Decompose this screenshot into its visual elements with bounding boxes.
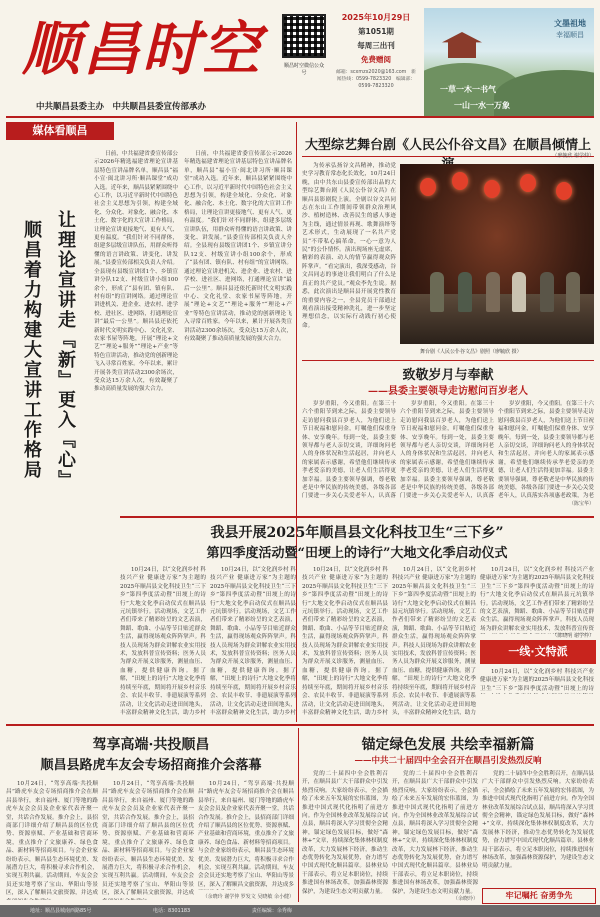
column-divider xyxy=(296,122,297,722)
banner-line4: 一山一水一万象 xyxy=(454,100,510,110)
banner-line3: 一草一木一书气 xyxy=(440,84,496,94)
article6-body-b: 党的二十届四中全会胜利召开，在顺昌县广大干部群众中引发热烈反响。大家纷纷表示，全会描绘了未来五年发展的宏伟蓝图，为推进中国式现代化指明了前进方向。作为全国林业改革发展综合试点县，顺昌将深入学习贯彻全会精神，锚定绿色发展目标，做好“森林+”文章，持续深化集体林权制度改革，大力发展林下经济，推动生态优势转化为发展优势，奋力谱写中国式现代化顺昌篇章。县林业局干部表示，将立足本职岗位，持续推进国有林场改革，加强森林资源保护，为建设生态文明贡献力量。 xyxy=(392,771,478,895)
bottom-tag: 牢记嘱托 奋勇争先 xyxy=(482,888,596,904)
article4-body-e: 10月24日，以“文化润乡村 科技兴产业 健康进万家”为主题的2025年顺昌县文化科技卫生“三下乡”第四季度活动暨“田埂上的诗行”大地文化季启动仪式在顺昌县元坑镇举行。活动现场，文艺工作者们带来了精彩纷呈的文艺表演，舞蹈、歌曲、小品等节目贴近群众生活，赢得现场观众阵阵掌声。科技人员现场为群众讲解农业实用技术，发放科普宣传资 xyxy=(480,567,594,632)
issue-contact: 邮箱：scxmzx2020@163.com 新闻热线：0599-7823320 编辑部：0599-7823320 xyxy=(336,70,416,89)
bottom-column-divider xyxy=(298,728,299,902)
article4-body-d: 10月24日，以“文化润乡村 科技兴产业 健康进万家”为主题的2025年顺昌县文化科技卫生“三下乡”第四季度活动暨“田埂上的诗行”大地文化季启动仪式在顺昌县元坑镇举行。活动现场，文艺工作者们带来了精彩纷呈的文艺表演，舞蹈、歌曲、小品等节目贴近群众生活，赢得现场观众阵阵掌声。科技人员现场为群众讲解农业实用技术，发放科普宣传资料；医务人员为群众开展义诊服务，测量血压、血糖，提供健康咨询。据了解，“田埂上的诗行”大地文化季将持续至年底，期间将开展乡村音乐会、农民丰收节、非遗展演等系列活动，让文化活动走进田间地头，丰富群众精神文化生活，助力 xyxy=(392,567,476,716)
article5-byline: （余晓玲 谢学仲 罗发文 吴晓敏 余小健） xyxy=(202,894,294,900)
section-tag: 媒体看顺昌 xyxy=(6,122,114,140)
article6-body-a: 党的二十届四中全会胜利召开，在顺昌县广大干部群众中引发热烈反响。大家纷纷表示，全会描绘了未来五年发展的宏伟蓝图，为推进中国式现代化指明了前进方向。作为全国林业改革发展综合试点县，顺昌将深入学习贯彻全会精神，锚定绿色发展目标，做好“森林+”文章，持续深化集体林权制度改革，大力发展林下经济，推动生态优势转化为发展优势，奋力谱写中国式现代化顺昌篇章。县林业局干部表示，将立足本职岗位，持续推进国有林场改革，加强森林资源保护，为建设生态文明贡献力量。 xyxy=(302,771,388,895)
article4-body-c: 10月24日，以“文化润乡村 科技兴产业 健康进万家”为主题的2025年顺昌县文化科技卫生“三下乡”第四季度活动暨“田埂上的诗行”大地文化季启动仪式在顺昌县元坑镇举行。活动现场，文艺工作者们带来了精彩纷呈的文艺表演，舞蹈、歌曲、小品等节目贴近群众生活，赢得现场观众阵阵掌声。科技人员现场为群众讲解农业实用技术，发放科普宣传资料；医务人员为群众开展义诊服务，测量血压、血糖，提供健康咨询。据了解，“田埂上的诗行”大地文化季将持续至年底，期间将开展乡村音乐会、农民丰收节、非遗展演等系列活动，让文化活动走进田间地头，丰富群众精神文化生活，助力乡村 xyxy=(302,567,388,716)
article3-title: 致敬岁月与奉献 xyxy=(402,368,494,383)
issue-info xyxy=(334,12,418,90)
issue-number: 第1051期 xyxy=(358,27,394,36)
stage-photo xyxy=(400,164,594,344)
masthead-divider xyxy=(6,116,594,118)
article6-body-c: 党的二十届四中全会胜利召开，在顺昌县广大干部群众中引发热烈反响。大家纷纷表示，全会描绘了未来五年发展的宏伟蓝图，为推进中国式现代化指明了前进方向。作为全国林业改革发展综合试点县，顺昌将深入学习贯彻全会精神，锚定绿色发展目标，做好“森林+”文章，持续深化集体林权制度改革，大力发展林下经济，推动生态优势转化为发展优势，奋力谱写中国式现代化顺昌篇章。县林业局干部表示，将立足本职岗位，持续推进国有林场改革，加强森林资源保护，为建设生态文明贡献力量。 xyxy=(482,771,594,870)
bottom-divider xyxy=(6,724,594,726)
banner-line1: 文墨祖地 xyxy=(554,18,586,28)
sponsor-line: 中共顺昌县委主办 中共顺昌县委宣传部承办 xyxy=(36,102,207,112)
article2-body: 为传承弘扬谷文昌精神，推动党史学习教育常态化长效化，10月24日晚，由中共东山县委宣传部出品的大型综艺舞台剧《人民公仆谷文昌》在顺昌县影剧院上演。全剧以谷文昌同志在东山工作期间带领群众治理风沙、植树造林、改善民生的感人事迹为主线，通过情景再现、歌舞演绎等艺术形式，生动展现了一名共产党员“不带私心搞革命，一心一意为人民”的公仆情怀。演出现场座无虚席，精彩的表演、动人的情节赢得观众阵阵掌声。“看完演出，我深受感动，谷文昌同志的事迹让我们明白了什么是真正的共产党员。”观众李先生说。据悉，此次演出是顺昌县开展党性教育的重要内容之一，全县党员干部通过观看演出接受精神洗礼，进一步坚定理想信念，以实际行动践行初心使命。 xyxy=(302,163,396,329)
article5-body-c: 10月24日，“驾享高端·共投顺昌”路虎车友会专场招商推介会在顺昌县举行，来自福州、厦门等地的路虎车友会会员及企业家代表齐聚一堂，共话合作发展。推介会上，县招商部门详细介绍了顺昌县的区位优势、资源禀赋、产业基础和营商环境，重点推介了文旅康养、绿色食品、新材料等招商项目。与会企业家纷纷表示，顺昌县生态环境优美、发展潜力巨大，将积极寻求合作机会，实现互利共赢。活动期间，车友会会员还实地考察了宝山、华阳山等景区，深入了解顺昌文旅资源，并达成多 xyxy=(198,781,294,888)
article3-body-a: 岁岁重阳，今又重阳。在第三十六个重阳节到来之际，县委主要领导走访慰问我县百岁老人，为他们送上节日祝福和慰问金，叮嘱他们保重身体、安享晚年。每到一处，县委主要领导都与老人亲切交谈，详细询问老人的身体状况和生活起居，并向老人的家属表示感谢，希望他们继续传承孝老爱亲的美德，让老人们生活得更加幸福。县委主要领导强调，尊老敬老是中华民族的传统美德，各级各部门要进一步关心关爱老年人，认真落 xyxy=(302,401,396,500)
issue-frequency: 每周三出刊 xyxy=(357,41,395,50)
article4-body-b: 10月24日，以“文化润乡村 科技兴产业 健康进万家”为主题的2025年顺昌县文化科技卫生“三下乡”第四季度活动暨“田埂上的诗行”大地文化季启动仪式在顺昌县元坑镇举行。活动现场，文艺工作者们带来了精彩纷呈的文艺表演，舞蹈、歌曲、小品等节目贴近群众生活，赢得现场观众阵阵掌声。科技人员现场为群众讲解农业实用技术，发放科普宣传资料；医务人员为群众开展义诊服务，测量血压、血糖，提供健康咨询。据了解，“田埂上的诗行”大地文化季将持续至年底，期间将开展乡村音乐会、农民丰收节、非遗展演等系列活动，让文化活动走进田间地头，丰富群众精神文化生活，助力乡村 xyxy=(210,567,296,716)
article1-body-a: 日前，中共福建省委宣传部公示2026年精选福建省理论宣讲基层特色宣讲品牌名单，顺昌县“福小宣·闽北讲习所·顺昌课堂”成功入选。近年来，顺昌县紧紧围绕中心工作，以习近平新时代中国特色社会主义思想为引领，构建全域化、分众化、对象化、融合化、本土化、数字化的大宣讲工作格局，让理论宣讲更接地气、更有人气、更有温度。“我们针对不同群体，组建多层级宣讲队伍，用群众听得懂的语言讲政策、讲变化、讲发展。”县委宣传部相关负责人介绍。全县现有县级宣讲团1个、乡镇宣讲分队12支、村级宣讲小组100余个，形成了“县有团、镇有队、村有组”的宣讲网络。通过理论宣讲进机关、进企业、进农村、进学校、进社区、进网络，打通理论宣讲“最后一公里”。顺昌县还依托新时代文明实践中心、文化礼堂、农家书屋等阵地，开展“理论+文艺”“理论+服务”“理论+产业”等特色宣讲活动，推动党的创新理论飞入寻常百姓家。今年以来，累计开展各类宣讲活动2300余场次，受众达15万余人次，有效凝聚了推动高质量发展的强大合力。 xyxy=(94,151,178,393)
issue-date: 2025年10月29日 xyxy=(341,13,411,22)
article3-body-c: 岁岁重阳，今又重阳。在第三十六个重阳节到来之际，县委主要领导走访慰问我县百岁老人，为他们送上节日祝福和慰问金，叮嘱他们保重身体、安享晚年。每到一处，县委主要领导都与老人亲切交谈，详细询问老人的身体状况和生活起居，并向老人的家属表示感谢，希望他们继续传承孝老爱亲的美德，让老人们生活得更加幸福。县委主要领导强调，尊老敬老是中华民族的传统美德，各级各部门要进一步关心关爱老年人，认真落实各项惠老政策，为老 xyxy=(498,401,594,500)
footer-editor: 责任编辑：余秀梅 xyxy=(251,908,292,914)
stamp-tag: 一线·文特派 xyxy=(480,640,596,664)
article6-byline: （余晓玲） xyxy=(452,896,478,902)
article4-body-f: 10月24日，以“文化润乡村 科技兴产业 健康进万家”为主题的2025年顺昌县文化科技卫生“三下乡”第四季度活动暨“田埂上的诗 xyxy=(480,669,594,692)
article1-body-b: 日前，中共福建省委宣传部公示2026年精选福建省理论宣讲基层特色宣讲品牌名单，顺昌县“福小宣·闽北讲习所·顺昌课堂”成功入选。近年来，顺昌县紧紧围绕中心工作，以习近平新时代中国特色社会主义思想为引领，构建全域化、分众化、对象化、融合化、本土化、数字化的大宣讲工作格局，让理论宣讲更接地气、更有人气、更有温度。“我们针对不同群体，组建多层级宣讲队伍，用群众听得懂的语言讲政策、讲变化、讲发展。”县委宣传部相关负责人介绍。全县现有县级宣讲团1个、乡镇宣讲分队12支、村级宣讲小组100余个，形成了“县有团、镇有队、村有组”的宣讲网络。通过理论宣讲进机关、进企业、进农村、进学校、进社区、进网络，打通理论宣讲“最后一公里”。顺昌县还依托新时代文明实践中心、文化礼堂、农家书屋等阵地，开展“理论+文艺”“理论+服务”“理论+产业”等特色宣讲活动，推动党的创新理论飞入寻常百姓家。今年以来，累计开展各类宣讲活动2300余场次，受众达15万余人次，有效凝聚了推动高质量发展的强大合力。 xyxy=(184,151,292,342)
article4-rule xyxy=(120,516,594,518)
article5-body-b: 10月24日，“驾享高端·共投顺昌”路虎车友会专场招商推介会在顺昌县举行，来自福州、厦门等地的路虎车友会会员及企业家代表齐聚一堂，共话合作发展。推介会上，县招商部门详细介绍了顺昌县的区位优势、资源禀赋、产业基础和营商环境，重点推介了文旅康养、绿色食品、新材料等招商项目。与会企业家纷纷表示，顺昌县生态环境优美、发展潜力巨大，将积极寻求合作机会，实现互利共赢。活动期间，车友会会员还实地考察了宝山、华阳山等景区，深入了解顺昌文旅资源，并达成 xyxy=(102,781,194,897)
photo-caption: 舞台剧《人民公仆谷文昌》剧照（廖毓欣 摄） xyxy=(420,349,522,355)
issue-free: 免费赠阅 xyxy=(361,55,391,64)
article1-title-col2: 顺昌着力构建大宣讲工作格局 xyxy=(21,220,42,480)
article4-title-line1: 我县开展2025年顺昌县文化科技卫生“三下乡” xyxy=(210,525,504,541)
article6-subtitle: ——中共二十届四中全会召开在顺昌引发热烈反响 xyxy=(354,756,542,766)
article5-body-a: 10月24日，“驾享高端·共投顺昌”路虎车友会专场招商推介会在顺昌县举行，来自福州、厦门等地的路虎车友会会员及企业家代表齐聚一堂，共话合作发展。推介会上，县招商部门详细介绍了顺昌县的区位优势、资源禀赋、产业基础和营商环境，重点推介了文旅康养、绿色食品、新材料等招商项目。与会企业家纷纷表示，顺昌县生态环境优美、发展潜力巨大，将积极寻求合作机会，实现互利共赢。活动期间，车友会会员还实地考察了宝山、华阳山等景区，深入了解顺昌文旅资源，并达成 xyxy=(6,781,98,897)
article3-byline: （陈宝华） xyxy=(568,501,594,507)
article5-title-line2: 顺昌县路虎车友会专场招商推介会落幕 xyxy=(40,758,262,773)
article1-title-col1: 让理论宣讲走『新』更入『心』 xyxy=(55,210,76,490)
footer xyxy=(0,905,600,917)
masthead-banner-image xyxy=(424,8,594,116)
article4-byline: （陈晓明 谢学仲） xyxy=(552,633,594,639)
qr-code-icon xyxy=(282,14,326,58)
footer-address: 地址：顺昌县城南西路85号 xyxy=(30,908,92,914)
qr-label: 顺昌时空微信公众号 xyxy=(283,63,324,76)
article5-title-line1: 驾享高端·共投顺昌 xyxy=(92,737,210,753)
article4-title-line2: 第四季度活动暨“田埂上的诗行”大地文化季启动仪式 xyxy=(206,546,508,561)
article1-title xyxy=(8,150,88,570)
article4-body-a: 10月24日，以“文化润乡村 科技兴产业 健康进万家”为主题的2025年顺昌县文化科技卫生“三下乡”第四季度活动暨“田埂上的诗行”大地文化季启动仪式在顺昌县元坑镇举行。活动现场，文艺工作者们带来了精彩纷呈的文艺表演，舞蹈、歌曲、小品等节目贴近群众生活，赢得现场观众阵阵掌声。科技人员现场为群众讲解农业实用技术，发放科普宣传资料；医务人员为群众开展义诊服务，测量血压、血糖，提供健康咨询。据了解，“田埂上的诗行”大地文化季将持续至年底，期间将开展乡村音乐会、农民丰收节、非遗展演等系列活动，让文化活动走进田间地头，丰富群众精神文化生活，助力乡村 xyxy=(120,567,206,716)
article2-title: 大型综艺舞台剧《人民公仆谷文昌》在顺昌倾情上 xyxy=(304,138,591,153)
article2-byline: （廖毓欣 谢学仲） xyxy=(552,153,594,159)
article3-subtitle: ——县委主要领导走访慰问百岁老人 xyxy=(368,386,528,397)
article3-body-b: 岁岁重阳，今又重阳。在第三十六个重阳节到来之际，县委主要领导走访慰问我县百岁老人，为他们送上节日祝福和慰问金，叮嘱他们保重身体、安享晚年。每到一处，县委主要领导都与老人亲切交谈，详细询问老人的身体状况和生活起居，并向老人的家属表示感谢，希望他们继续传承孝老爱亲的美德，让老人们生活得更加幸福。县委主要领导强调，尊老敬老是中华民族的传统美德，各级各部门要进一步关心关爱老年人，认真落 xyxy=(400,401,494,500)
pavilion-icon xyxy=(442,32,482,58)
masthead-title: 顺昌时空 xyxy=(22,15,263,83)
article3-rule xyxy=(302,360,594,361)
article6-title: 锚定绿色发展 共绘幸福新篇 xyxy=(361,737,535,753)
footer-phone: 电话：8301183 xyxy=(152,908,191,914)
banner-line2: 幸福顺昌 xyxy=(556,31,584,39)
